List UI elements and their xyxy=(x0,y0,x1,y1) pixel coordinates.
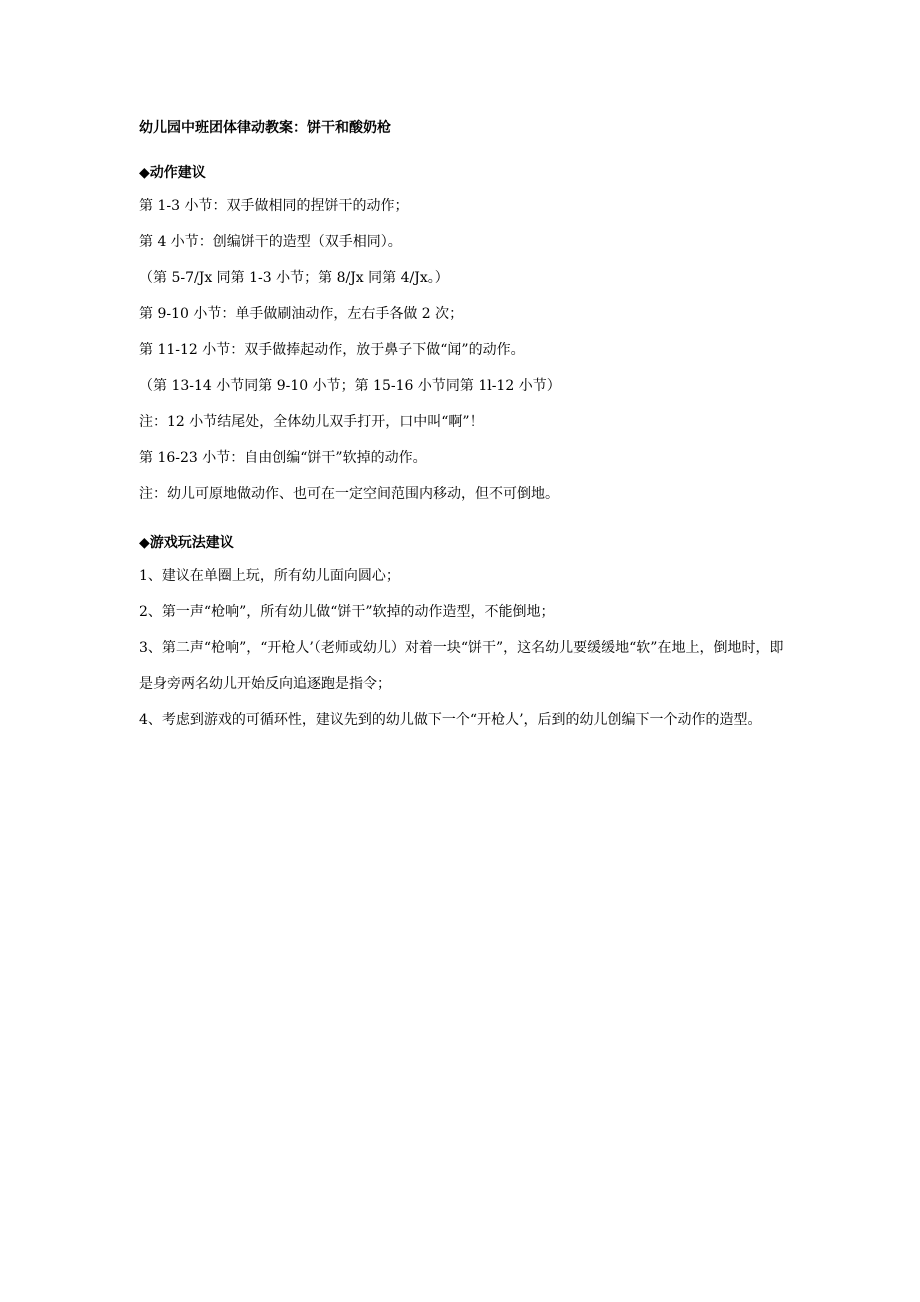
paragraph: 第 9-10 小节：单手做刷油动作，左右手各做 2 次； xyxy=(139,306,464,322)
section-heading-game-suggestions: ◆游戏玩法建议 xyxy=(139,535,234,551)
paragraph: （第 13-14 小节同第 9-10 小节；第 15-16 小节同第 1l-12 小节） xyxy=(139,378,561,394)
paragraph: （第 5-7/Jx 同第 1-3 小节；第 8/Jx 同第 4/Jx。） xyxy=(139,270,449,286)
document-title: 幼儿园中班团体律动教案：饼干和酸奶枪 xyxy=(139,120,391,136)
paragraph: 第 1-3 小节：双手做相同的捏饼干的动作； xyxy=(139,198,409,214)
paragraph: 注：幼儿可原地做动作、也可在一定空间范围内移动，但不可倒地。 xyxy=(139,486,559,502)
paragraph: 4、考虑到游戏的可循环性，建议先到的幼儿做下一个“开枪人’，后到的幼儿创编下一个动作的造型。 xyxy=(139,712,762,728)
section-spacer xyxy=(139,518,799,531)
paragraph: 第 16-23 小节：自由创编“饼干”软掉的动作。 xyxy=(139,450,427,466)
document-body xyxy=(139,116,799,744)
paragraph: 2、第一声“枪响”，所有幼儿做“饼干”软掉的动作造型，不能倒地； xyxy=(139,604,555,620)
section-heading-action-suggestions: ◆动作建议 xyxy=(139,165,206,181)
paragraph: 3、第二声“枪响”，“开枪人’（老师或幼儿）对着一块“饼干”，这名幼儿要缓缓地“软”在地上，倒地时，即是身旁两名幼儿开始反向追逐跑是指令； xyxy=(139,640,784,692)
paragraph: 注：12 小节结尾处，全体幼儿双手打开，口中叫“啊”！ xyxy=(139,414,484,430)
paragraph: 第 11-12 小节：双手做捧起动作，放于鼻子下做“闻”的动作。 xyxy=(139,342,525,358)
paragraph: 1、建议在单圈上玩，所有幼儿面向圆心； xyxy=(139,568,400,584)
paragraph: 第 4 小节：创编饼干的造型（双手相同）。 xyxy=(139,234,402,250)
